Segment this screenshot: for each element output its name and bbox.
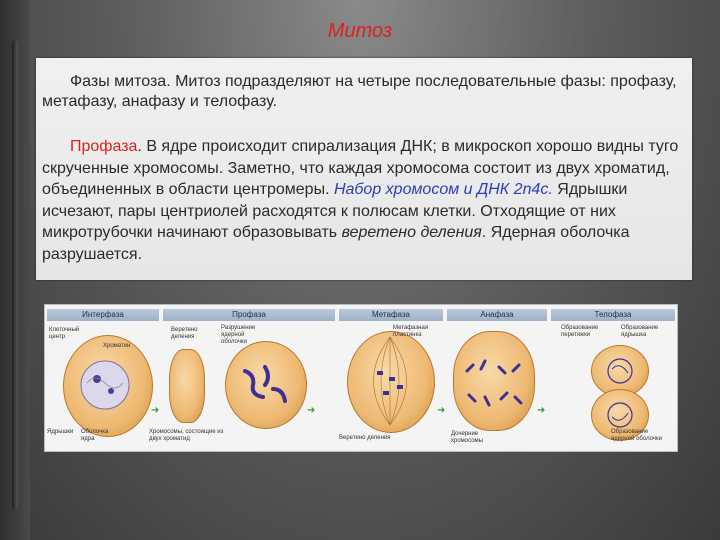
- arrow-icon: ➜: [437, 405, 446, 416]
- label-envelope-breakdown: Разрушение ядерной оболочки: [221, 325, 256, 345]
- label-nucleoli: Ядрышки: [47, 429, 74, 435]
- arrow-icon: ➜: [537, 405, 546, 416]
- left-decor-strip: [0, 0, 30, 540]
- header-telophase: Телофаза: [551, 309, 675, 321]
- label-cell-center: Клеточный центр: [49, 327, 80, 340]
- metaphase-spindle: [347, 331, 433, 431]
- prophase-text-1: . В ядре происходит спирализация ДНК; в микроскоп хорошо видны туго скрученные хромосомы. Заметно, что каждая хромосома состоит из двух хроматид, объединенных в области центромеры.: [42, 138, 679, 198]
- label-envelope-formation: Образование ядерной оболочки: [611, 429, 662, 442]
- header-interphase: Интерфаза: [47, 309, 159, 321]
- label-chromatin: Хроматин: [103, 343, 131, 349]
- text-panel: [36, 58, 692, 280]
- slide-title: Митоз: [327, 20, 393, 42]
- label-nuclear-envelope: Оболочка ядра: [81, 429, 109, 442]
- paragraph-phases: Фазы митоза. Митоз подразделяют на четыре последовательные фазы: профазу, метафазу, анафазу и телофазу.: [42, 73, 677, 110]
- prophase-text-3: . Ядерная оболочка разрушается.: [42, 224, 630, 263]
- label-spindle: Веретено деления: [171, 327, 198, 340]
- chromosome-set-formula: Набор хромосом и ДНК 2n4c.: [333, 181, 553, 198]
- left-decor-bar: [12, 40, 18, 510]
- label-metaphase-plate: Метафазная пластинка: [393, 325, 429, 338]
- arrow-icon: ➜: [151, 405, 160, 416]
- prophase-cell-side: [169, 349, 205, 423]
- mitosis-diagram: [44, 304, 678, 452]
- prophase-chromosomes: [239, 361, 293, 411]
- anaphase-chromosomes: [459, 357, 529, 409]
- label-cleavage-furrow: Образование перетяжки: [561, 325, 599, 338]
- paragraph-prophase: [42, 136, 686, 265]
- header-metaphase: Метафаза: [339, 309, 443, 321]
- label-nucleolus-formation: Образование ядрышка: [621, 325, 659, 338]
- header-prophase: Профаза: [163, 309, 335, 321]
- interphase-nucleus: [75, 353, 135, 413]
- telophase-nuclei: [603, 355, 637, 433]
- label-spindle-2: Веретено деления: [339, 435, 391, 441]
- arrow-icon: ➜: [307, 405, 316, 416]
- label-two-chromatid-chromosomes: Хромосомы, состоящие из двух хроматид: [149, 429, 224, 442]
- spindle-term: веретено деления: [341, 224, 482, 241]
- label-daughter-chromosomes: Дочерние хромосомы: [451, 431, 483, 444]
- header-anaphase: Анафаза: [447, 309, 547, 321]
- prophase-text-2: Ядрышки исчезают, пары центриолей расходятся к полюсам клетки. Отходящие от них микротрубочки начинают образовывать: [42, 181, 628, 241]
- prophase-term: Профаза: [70, 138, 138, 155]
